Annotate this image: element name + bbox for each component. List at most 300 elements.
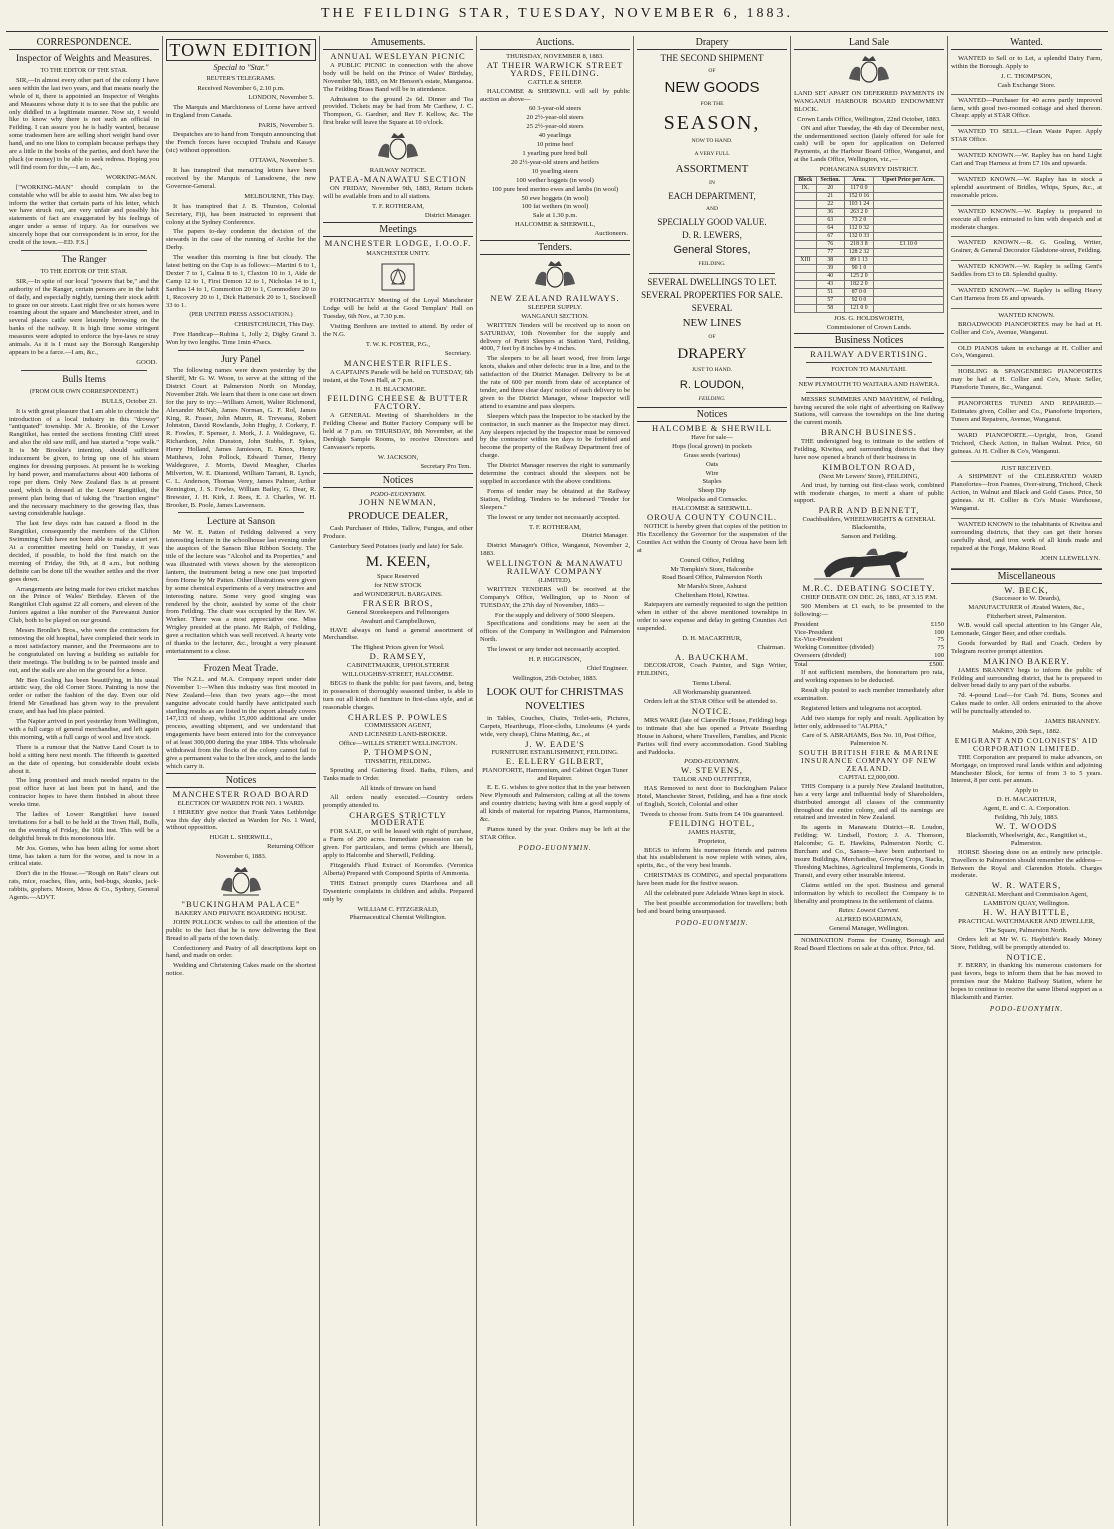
classified-ad bbox=[951, 126, 1102, 150]
table-cell: 218 3 8 bbox=[844, 241, 873, 249]
ad-body: HAVE always on hand a general assortment of Merchandise. bbox=[323, 626, 473, 642]
tender-body: The lowest or any tender not necessarily accepted. bbox=[487, 513, 620, 521]
ad-title: FRASER BROS, bbox=[362, 597, 434, 608]
column-auctions bbox=[477, 36, 634, 1526]
route: FOXTON TO MANUTAHI. bbox=[831, 365, 907, 373]
ad-body: MESSRS SUMMERS AND MAYHEW, of Feilding, having secured the sole right of advertising on Railway Stations, will canvass the townships on the line during the current month. bbox=[794, 395, 944, 427]
ad-banner: NEW GOODS bbox=[664, 79, 760, 96]
tender-title: NEW ZEALAND RAILWAYS. bbox=[490, 293, 620, 304]
table-row bbox=[795, 201, 944, 209]
ad-subtitle: TINSMITH, FEILDING. bbox=[364, 758, 432, 766]
prize-row bbox=[794, 621, 944, 629]
ad-title: WANTED KNOWN. bbox=[998, 311, 1055, 319]
classified-ad bbox=[951, 150, 1102, 174]
prize-row bbox=[794, 644, 944, 652]
ad-banner: JUST TO HAND. bbox=[691, 367, 733, 373]
tender-title: WELLINGTON & MANAWATU RAILWAY COMPANY bbox=[486, 558, 624, 577]
notice-body: F. BERRY, in thanking his numerous customers for past favors, begs to inform them that he has moved to premises near the Makino Railway Station, where he hopes to continue to receive the same liberal support as a Blacksmith and Farrier. bbox=[951, 962, 1102, 1002]
table-cell bbox=[874, 281, 944, 289]
ad-body: JAMES BRANNEY begs to inform the public of Feilding and surrounding district, that he is prepared to deliver bread daily to any part of the suburbs. bbox=[951, 666, 1102, 690]
list-item: Cheltenham Hotel, Kiwitea. bbox=[675, 592, 749, 600]
ad-body: in Tables, Couches, Chairs, Toilet-sets, Pictures, Carpets, Hearthrugs, Floor-cloths, Linoleums (4 yards wide, very cheap), China Matting, &c., at bbox=[480, 714, 630, 738]
signature: WORKING-MAN. bbox=[105, 173, 157, 181]
ad-mark: PODO-EUONYMIN. bbox=[684, 758, 740, 766]
table-cell bbox=[795, 217, 817, 225]
ad-body: E. E. G. wishes to give notice that in the year between New Plymouth and Palmerston, calling at all the towns and country districts; having with him a good supply of all kinds of material for repairing Pianos, Harmoniums, &c. bbox=[480, 784, 630, 823]
sections-table bbox=[794, 176, 944, 313]
petition-places-list bbox=[637, 557, 787, 601]
list-item: 10 yearling steers bbox=[531, 167, 579, 175]
table-cell: 36 bbox=[816, 209, 844, 217]
ad-body: Apply to bbox=[1014, 787, 1039, 795]
notice-title: NOTICE. bbox=[1006, 951, 1047, 962]
prize-cell: 75 bbox=[937, 636, 944, 644]
table-cell bbox=[874, 209, 944, 217]
ad-title: "BUCKINGHAM PALACE" bbox=[181, 899, 301, 910]
article-body: The following names were drawn yesterday by the Sheriff, Mr G. W. Woon, to serve at the sitting of the District Court at Palmerston North on Monday, November 26th. We learn that there is one case set down for the jury to try:—William Arnott, Walter Richmond, Alexander McNab, James Norman, G. F. Rol, James King, R. Fraser, John Munro, R. Treveana, Robert Johnston, David Rowlands, John Hughy, J. Corkery, F. R. Fowles, F. Spenser, J. Mork, J. J. Waldegrave, G. Richardson, John Dunston, John Stubbs, F. Sykes, Henry Holland, James Jamieson, E. Knox, Henry Matthews, John Pollock, Edward Turner, Henry Waldegrave, J. Morris, David Meagher, Charles Milverton, W. E. Diamond, William Tarrant, R. Lynch, C. L. Anderson, Thomas Verey, James Palmer, Arthur Remington, J. S. Fowles, William Bailey, G. Dear, R. Brewster, J. H. Kirk, J. Rees, E. J. Charles, W. H. Brooker, B. Poole, James Lawrenson. bbox=[166, 367, 316, 509]
article-title: The Ranger bbox=[61, 254, 107, 265]
ad-subtitle: General Storekeepers and Fellmongers bbox=[346, 608, 450, 616]
column-header: Auctions. bbox=[480, 36, 630, 50]
ad-title: W. STEVENS, bbox=[681, 765, 743, 776]
ad-subtitle: COMMISSION AGENT, bbox=[364, 722, 432, 730]
section-header: Notices bbox=[166, 773, 316, 788]
tender-body: Specifications and conditions may be seen at the offices of the Company in Wellington and Palmerston North. bbox=[480, 620, 630, 644]
notice-subtitle: ELECTION OF WARDEN FOR NO. 1 WARD. bbox=[177, 799, 305, 807]
ad-banner: D. R. LEWERS, bbox=[682, 230, 742, 240]
classified-ad bbox=[951, 285, 1102, 309]
prize-cell: Working Committee (divided) bbox=[794, 644, 874, 652]
table-row bbox=[795, 185, 944, 193]
byline: REUTER'S TELEGRAMS. bbox=[206, 75, 276, 82]
prize-cell: £150 bbox=[930, 620, 944, 628]
article-body: It is with great pleasure that I am able to chronicle the introduction of a local industry in this "drowsy" "antiquated" township. Mr A. Brookie, of the Lower Rangitikei, has rented the sections fronting Cliff street and also the old saw mill, and has started a "rope walk." It is Mr Brookie's intention, should sufficient inducement be given, to bring up one of his steam engines for dressing purposes. At present he is working by hand power, and manufactures about 400 fathoms of rope per diem. Only New Zealand flax is at present used, which is dressed at the Lower Rangitikei, the present plan being that of taking the "traction engine" and the necessary machinery to the growing flax, thus saving considerable haulage. bbox=[9, 407, 159, 518]
ad-title: RAILWAY ADVERTISING. bbox=[810, 348, 928, 359]
sale-items-list bbox=[637, 443, 787, 504]
table-cell: 77 bbox=[816, 249, 844, 257]
table-row bbox=[795, 217, 944, 225]
tender-body: The District Manager reserves the right to summarily determine the contract should the sleepers not be supplied in accordance with the above conditions. bbox=[480, 462, 630, 485]
ad-body: THE undersigned beg to intimate to the settlers of Feilding, Kiwitea, and surrounding districts that they have now opened a branch of their business in bbox=[794, 438, 944, 461]
ad-body: Claims settled on the spot. Business and general information by which to recollect the Company is to liberality and promptness in the settlement of claims. bbox=[794, 881, 944, 905]
ad-title: JUST RECEIVED. bbox=[1001, 464, 1052, 472]
ad-subtitle: PRACTICAL WATCHMAKER AND JEWELLER, bbox=[958, 917, 1095, 925]
prize-cell: 100 bbox=[934, 652, 944, 660]
table-header-row bbox=[795, 177, 944, 185]
ad-subtitle: Proprietor, bbox=[697, 837, 727, 845]
notice-body: I HEREBY give notice that Frank Yates Lethbridge was this day duly elected as Warden for No. 1 Ward, without opposition. bbox=[166, 808, 316, 832]
table-cell: 39 bbox=[816, 265, 844, 273]
ad-body: WANTED TO SELL.—Clean Waste Paper. Apply STAR Office. bbox=[951, 128, 1102, 144]
ad-address: Care of S. ABRAHAMS, Box No. 10, Post Office, Palmerston N. bbox=[802, 732, 936, 748]
table-cell bbox=[795, 249, 817, 257]
table-cell: 90 1 0 bbox=[844, 265, 873, 273]
table-cell bbox=[874, 265, 944, 273]
table-cell: 51 bbox=[816, 289, 844, 297]
tender-body: The sleepers to be all heart wood, free from large knots, shakes and other defects: true in a line, and to the satisfaction of the District Manager. Delivery to be at the rate of 600 per month from date of acceptance of tender, and three clear days' notice of each delivery to be given to the District Manager, whose Inspector will attend to examine and pass sleepers. bbox=[480, 355, 630, 410]
ad-banner: AND bbox=[705, 206, 719, 212]
table-cell bbox=[795, 289, 817, 297]
ad-body: BROADWOOD PIANOFORTES may be had at H. Collier and Co's, Avenue, Wanganui. bbox=[951, 320, 1102, 336]
ad-subtitle: (Next Mr Lewers' Store), FEILDING, bbox=[818, 472, 920, 480]
table-cell: 58 bbox=[816, 305, 844, 313]
table-cell: 132 0 33 bbox=[844, 233, 873, 241]
notice-title: MANCHESTER LODGE, I.O.O.F. bbox=[324, 237, 472, 248]
column-footer: PODO-EUONYMIN. bbox=[518, 844, 592, 853]
column-header: Drapery bbox=[637, 36, 787, 50]
classified-ad bbox=[951, 462, 1102, 519]
column-header: Amusements. bbox=[323, 36, 473, 50]
ad-banner: OF bbox=[708, 334, 716, 340]
signature-role: Pharmaceutical Chemist Wellington. bbox=[349, 914, 447, 922]
route: NEW PLYMOUTH TO WAITARA AND HAWERA. bbox=[798, 380, 940, 388]
ad-body: JOHN POLLOCK wishes to call the attention of the public to the fact that he is now delivering the Best Bread to all parts of the town daily. bbox=[166, 918, 316, 942]
article-title: Inspector of Weights and Measures. bbox=[16, 54, 152, 64]
prize-row bbox=[794, 652, 944, 660]
ad-title: HALCOMBE & SHERWILL bbox=[651, 423, 773, 433]
ad-body: Cash Purchaser of Hides, Tallow, Fungus, and other Produce. bbox=[323, 525, 473, 541]
ad-body: DECORATOR, Coach Painter, and Sign Writer, FEILDING, bbox=[637, 662, 787, 678]
ad-body: Confectionery and Pastry of all descriptions kept on hand, and made on order. bbox=[166, 944, 316, 960]
ad-subtitle: MANUFACTURER of Ærated Waters, &c., bbox=[968, 604, 1085, 612]
ad-title: W. BECK, bbox=[1004, 584, 1049, 595]
survey-district: POHANGINA SURVEY DISTRICT. bbox=[819, 166, 919, 174]
ad-subtitle: BAKERY AND PRIVATE BOARDING HOUSE. bbox=[175, 909, 307, 917]
signature: J. C. THOMPSON, bbox=[1000, 72, 1053, 80]
column-amusements bbox=[320, 36, 477, 1526]
table-cell bbox=[795, 265, 817, 273]
notice-subtitle: PATEA-MANAWATU SECTION bbox=[329, 174, 467, 185]
ad-body: Tweeds to choose from. Suits from £4 10s guaranteed. bbox=[640, 810, 784, 818]
signature: T. W. K. FOSTER, P.G., bbox=[365, 340, 431, 348]
ad-banner: R. LOUDON, bbox=[679, 379, 745, 391]
ad-body: A SHIPMENT of the CELEBRATED WARD Pianofortes—Iron Frames, Over-strung, Trichord, Check Action, in Walnut and Black and Gold Cases. Price, 50 guineas. At H. Collier & Co's Music Warehouse, Wanganui. bbox=[951, 473, 1102, 513]
ad-banner: EACH DEPARTMENT, bbox=[668, 191, 756, 201]
table-cell bbox=[795, 305, 817, 313]
table-cell bbox=[795, 225, 817, 233]
table-row bbox=[795, 297, 944, 305]
ad-body: All the celebrated pure Adelaide Wines kept in stock. bbox=[644, 890, 785, 898]
divider bbox=[178, 350, 304, 351]
prize-cell: President bbox=[794, 620, 819, 628]
ad-body: Result slip posted to each member immediately after examination. bbox=[794, 686, 944, 702]
article-body: The ladies of Lower Rangitikei have issued invitations for a ball to be held at the Town Hall, Bulls, on the evening of Friday, the 16th inst. This will be a delightful break in this monotonous life. bbox=[9, 811, 159, 842]
ad-body: THIS Company is a purely New Zealand Institution, has a very large and influential body of Shareholders, distributed amongst all classes of the community throughout the entire colony, and all its earnings are retained and invested in New Zealand. bbox=[794, 782, 944, 822]
list-item: 100 wether hoggets (in wool) bbox=[516, 176, 594, 184]
article-body: SIR,—In spite of our local "powers that be," and the authority of the Ranger, certain persons are in the habit of daily, and especially nightly, turning their stock adrift to graze on our streets. Last night five or six horses were roaming about the square and Manchester street, and in several places cattle were leisurely browsing on the banks of the railway. It is high time some stringent measures were adopted to enforce the bye-laws re stray animals. As it is I must say the Borough Rangership appears to be a farce.—I am, &c., bbox=[9, 277, 159, 356]
tender-body: Sleepers which pass the Inspector to be stacked by the contractor, in such manner as the Inspector may direct. Any sleepers rejected by the Inspector must be removed by the contractor within ten days to be forfeited and become the property of the Railway Department free of charge. bbox=[480, 412, 631, 460]
masthead: THE FEILDING STAR, TUESDAY, NOVEMBER 6, 1883. bbox=[321, 6, 793, 21]
list-item: Council Office, Feilding bbox=[679, 556, 745, 564]
town-edition-title: TOWN EDITION bbox=[166, 39, 316, 61]
table-cell: 20 bbox=[816, 185, 844, 193]
list-item: Staples bbox=[702, 478, 722, 486]
table-cell bbox=[874, 257, 944, 265]
ad-body: WANTED KNOWN.—W. Rapley is selling Heavy Cart Harness from £6 and upwards. bbox=[951, 287, 1102, 302]
tender-date: Wellington, 25th October, 1883. bbox=[512, 674, 598, 682]
signature-role: District Manager. bbox=[581, 532, 628, 540]
ad-body: FOR SALE, or will be leased with right of purchase, a Farm of 200 acres. Immediate possession can be given. For particulars, and terms (which are liberal), apply to Halcombe and Sherwill, Feilding. bbox=[323, 828, 473, 860]
royal-crest-icon bbox=[374, 130, 422, 164]
signature-role: Agent, E. and C. A. Corporation. bbox=[983, 805, 1070, 813]
table-cell bbox=[874, 273, 944, 281]
ad-body: and WONDERFUL BARGAINS. bbox=[353, 590, 443, 598]
ad-body: 500 Members at £1 each, to be presented to the following:— bbox=[794, 602, 944, 618]
ad-body: All kinds of tinware on hand bbox=[360, 784, 436, 792]
divider bbox=[21, 250, 147, 251]
notice-body: A GENERAL Meeting of Shareholders in the Feilding Cheese and Butter Factory Company will be held at 7 p.m. on THURSDAY, 8th November, at the Denbigh Sample Rooms, to receive Directors and Canvasser's reports. bbox=[323, 412, 473, 451]
divider bbox=[178, 659, 304, 660]
prize-row bbox=[794, 636, 944, 644]
notice-body: Visiting Brethren are invited to attend. By order of the N.G. bbox=[323, 323, 473, 339]
list-item: 20 2½-year-old steers bbox=[526, 114, 584, 122]
list-item: 20 2½-year-old steers and heifers bbox=[511, 158, 599, 166]
classified-ad bbox=[951, 519, 1102, 569]
ad-body: All orders neatly executed.—Country orders promptly attended to. bbox=[323, 793, 473, 809]
ad-title: SOUTH BRITISH FIRE & MARINE INSURANCE COMPANY OF NEW ZEALAND. bbox=[798, 748, 940, 774]
notice-title: NOTICE. bbox=[691, 706, 733, 716]
signature-role: Secretary Pro Tem. bbox=[420, 462, 471, 470]
table-cell bbox=[874, 305, 944, 313]
table-cell: 128 2 32 bbox=[844, 249, 873, 257]
signature: GOOD. bbox=[136, 358, 157, 366]
ad-subtitle: The Square, Palmerston North. bbox=[985, 926, 1068, 934]
ad-body: Orders left at Mr W. G. Haybittle's Ready Money Store, Feilding, will be promptly attended to. bbox=[951, 935, 1102, 951]
signature-role: General Manager, Wellington. bbox=[829, 925, 909, 933]
article-body: Arrangements are being made for two cricket matches on the Prince of Wales' Birthday. Eleven of the Rangitikei Club against 22 all comers, and eleven of the Juniors against a like number of the Parewanui Junior Club, both to be played on our ground. bbox=[9, 585, 159, 625]
classified-ad bbox=[951, 343, 1102, 367]
signature: H. P. HIGGINSON, bbox=[528, 656, 582, 664]
ad-title: FEILDING HOTEL, bbox=[668, 817, 756, 828]
signature: JOHN LLEWELLYN. bbox=[1040, 554, 1100, 562]
ad-subtitle: CHIEF DEBATE ON DEC. 26, 1883, AT 3.15 P.M. bbox=[800, 593, 938, 601]
ad-subtitle: FURNITURE ESTABLISHMENT, FEILDING. bbox=[491, 749, 619, 757]
signature-role: Chief Engineer. bbox=[586, 665, 628, 672]
list-item: Sheep Dip bbox=[698, 487, 726, 495]
list-item: 40 yearlings bbox=[538, 132, 572, 140]
ad-title: H. W. HAYBITTLE, bbox=[983, 907, 1070, 918]
ad-body: THIS Extract promptly cures Diarrhoea and all Dysenteric complaints in children and adults. Prepared only by bbox=[323, 879, 473, 903]
ad-body: Wedding and Christening Cakes made on the shortest notice. bbox=[166, 962, 316, 978]
column-header: Land Sale bbox=[794, 36, 944, 50]
ad-subtitle: Awahuri and Campbelltown, bbox=[360, 617, 436, 625]
signature: ALFRED BOARDMAN, bbox=[835, 916, 903, 924]
ad-banner: General Stores, bbox=[673, 244, 751, 256]
divider bbox=[806, 362, 932, 363]
ad-body: Pianos tuned by the year. Orders may be left at the STAR Office. bbox=[480, 825, 630, 841]
divider bbox=[178, 512, 304, 513]
list-item: 100 pure bred merino ewes and lambs (in wool) bbox=[491, 185, 619, 193]
ad-body: WANTED—Purchaser for 40 acres partly improved farm, with good two-roomed cottage and shed thereon. Cheap: apply at STAR Office. bbox=[951, 96, 1102, 120]
article-body: The long promised and much needed repairs to the post office have at last been put in hand, and the contractor hopes to have them finished in about three weeks time. bbox=[9, 777, 159, 809]
table-row bbox=[795, 193, 944, 201]
ad-body: for NEW STOCK bbox=[374, 581, 422, 589]
ad-title: CHARLES P. POWLES bbox=[348, 711, 448, 722]
ad-body: Space Reserved bbox=[377, 573, 419, 581]
ad-body: All Workmanship guaranteed. bbox=[672, 689, 752, 697]
signature: HALCOMBE & SHERWILL, bbox=[514, 221, 596, 229]
ad-body: Add two stamps for reply and result. Application by letter only, addressed to "ALPHA," bbox=[794, 714, 944, 730]
divider bbox=[21, 370, 147, 371]
table-row bbox=[795, 265, 944, 273]
table-cell: 64 bbox=[816, 225, 844, 233]
table-cell: 92 0 0 bbox=[844, 297, 873, 305]
ad-body: WANTED KNOWN.—W. Rapley is selling Gent's Saddles from £3 to £8. Splendid quality. bbox=[951, 263, 1102, 279]
table-cell bbox=[874, 297, 944, 305]
classified-ad bbox=[951, 95, 1102, 127]
ad-subtitle: Sanson and Feilding. bbox=[841, 533, 897, 541]
prize-cell: £500. bbox=[929, 661, 944, 669]
signature-role: District Manager. bbox=[424, 211, 471, 219]
ad-banner: NEW LINES bbox=[682, 317, 742, 329]
classified-ad bbox=[951, 237, 1102, 261]
ad-body: Spouting and Guttering fixed. Baths, Filters, and Tanks made to Order. bbox=[323, 767, 473, 782]
notice-title: OROUA COUNTY COUNCIL. bbox=[646, 512, 777, 523]
ad-subtitle: GENERAL Merchant and Commission Agent, bbox=[965, 891, 1088, 899]
article-title: Bulls Items bbox=[62, 374, 106, 385]
ad-date: Feilding, 7th July, 1883. bbox=[994, 814, 1059, 822]
table-cell: 87 0 0 bbox=[844, 289, 873, 297]
ad-banner: IN bbox=[709, 180, 715, 186]
notice-body: Ratepayers are earnestly requested to sign the petition when in either of the above mentioned townships in order to save expense and delay in getting Counties Act suspended. bbox=[637, 601, 787, 632]
tender-body: The lowest or any tender not necessarily accepted. bbox=[487, 646, 620, 654]
editor-note: ["WORKING-MAN" should complain to the constable who will be able to assist him. We also beg to inform the writer that certain parts of his letter, which we have struck out, are very unfair and possibly his statements of fact are exaggerated by his feelings of anger under a sense of injury. As for ourselves we sincerely hope that our correspondent is in error, for the credit of the town.—ED. F.S.] bbox=[9, 183, 159, 247]
section-header: Tenders. bbox=[480, 240, 630, 255]
ad-title: A. BAUCKHAM. bbox=[674, 651, 750, 662]
lodge-emblem-icon bbox=[374, 260, 422, 294]
article-body: Messrs Bronlie's Bros., who were the contractors for removing the old hospital, have completed their work in a most satisfactory manner, and the Freemasons are to be congratulated on having a building so suitable for their meetings. The building is to be painted inside and out, and the stalls are also on the ground for a fence. bbox=[9, 627, 159, 674]
ad-title: W. T. WOODS bbox=[995, 820, 1058, 831]
ad-subtitle: Coachbuilders, WHEELWRIGHTS & GENERAL Blacksmiths, bbox=[802, 516, 936, 532]
divider bbox=[649, 273, 775, 274]
signature: D. H. MACARTHUR, bbox=[682, 634, 742, 642]
dateline: TO THE EDITOR OF THE STAR. bbox=[40, 267, 128, 275]
masthead-rule bbox=[6, 31, 1108, 32]
notice-body: FORTNIGHTLY Meeting of the Loyal Manchester Lodge will be held at the Good Templars' Hall on Tuesday, 6th Nov., at 7.30 p.m. bbox=[323, 297, 473, 321]
ad-subtitle: PIANOFORTE, Harmonium, and Cabinet Organ Tuner and Repairer. bbox=[482, 767, 628, 783]
notice-title: MANCHESTER RIFLES. bbox=[343, 357, 453, 368]
signature: JAMES BRANNEY. bbox=[1044, 718, 1100, 726]
notice-title: LAND SET APART ON DEFERRED PAYMENTS IN WANGANUI HARBOUR BOARD ENDOWMENT BLOCK. bbox=[794, 90, 944, 113]
table-cell bbox=[874, 217, 944, 225]
section-header: Business Notices bbox=[794, 333, 944, 348]
column-land-sale bbox=[791, 36, 948, 1526]
article-body: There is a rumour that the Native Land Court is to hold a sitting here next month. The fifteenth is gazetted as the date of opening, but considerable doubt exists about it. bbox=[9, 743, 159, 775]
ad-body: Orders left at the STAR Office will be attended to. bbox=[644, 698, 778, 706]
notice-body: ON and after Tuesday, the 4th day of December next, the undermentioned section (lately offered for sale for cash) will be open for application on Deferred Payments, at the Harbour Board Office, Wanganui, and at the Lands Office, Wellington, viz.,— bbox=[794, 124, 944, 164]
table-cell bbox=[874, 249, 944, 257]
ad-title: J. W. EADE'S bbox=[525, 738, 585, 749]
dateline: LONDON, November 5. bbox=[248, 93, 314, 101]
table-row bbox=[795, 209, 944, 217]
table-cell: 263 2 0 bbox=[844, 209, 873, 217]
ad-body: Fitzgerald's Fluid Extract of Koromiko. (Veronica Alberta) Prepared with Compound Spirits of Ammonia. bbox=[323, 861, 473, 877]
section-header: Notices bbox=[637, 407, 787, 422]
ad-body: HAS Removed to next door to Buckingham Palace Hotel, Manchester Street, Feilding, and has a fine stock of English, Scotch, Colonial and other bbox=[637, 785, 787, 808]
article-body: It has transpired that J. B. Thurston, Colonial Secretary, Fiji, has been instructed to represent that colony at the Sydney Conference. bbox=[166, 202, 316, 226]
ad-subtitle: JAMES HASTIE, bbox=[688, 828, 736, 836]
dateline: MELBOURNE, This Day. bbox=[244, 192, 314, 200]
signature-role: Returning Officer bbox=[267, 843, 314, 851]
list-item: Woolpacks and Cornsacks. bbox=[676, 496, 748, 504]
ad-body: PIANOFORTES TUNED AND REPAIRED.—Estimates given, Collier and Co., Pianoforte Importers, Tuners and Repairers, Avenue, Wanganui. bbox=[951, 400, 1102, 423]
column-town-edition bbox=[163, 36, 320, 1526]
notice-body: NOTICE is hereby given that copies of the petition to His Excellency the Governor for the suspension of the Counties Act within the County of Oroua have been left at bbox=[637, 522, 787, 554]
ad-title: MAKINO BAKERY. bbox=[983, 655, 1070, 666]
signature: D. H. MACARTHUR, bbox=[996, 796, 1057, 804]
ad-body: Registered letters and telegrams not accepted. bbox=[801, 704, 922, 712]
table-cell bbox=[874, 289, 944, 297]
ad-banner: SPECIALLY GOOD VALUE. bbox=[657, 217, 767, 227]
list-item: Hops (local grown) in pockets bbox=[672, 442, 752, 450]
ad-body: WANTED KNOWN.—W. Rapley is prepared to execute all orders entrusted to him with despatch and at moderate charges. bbox=[951, 207, 1102, 231]
table-header-cell: Upset Price per Acre. bbox=[874, 177, 944, 185]
tender-body: District Manager's Office, Wanganui, November 2, 1883. bbox=[480, 542, 630, 558]
table-cell bbox=[874, 193, 944, 201]
list-item: Grass seeds (various) bbox=[683, 451, 741, 459]
list-item: Oats bbox=[705, 460, 719, 468]
article-body: The papers to-day condemn the decision of the stewards in the case of the running of Archie for the Derby. bbox=[166, 228, 316, 252]
classified-ad bbox=[951, 398, 1102, 430]
royal-crest-icon bbox=[845, 53, 893, 87]
article-body: Mr Jos. Gomes, who has been ailing for some short time, has taken a turn for the worse, and is now in a critical state. bbox=[9, 844, 159, 868]
table-row bbox=[795, 281, 944, 289]
table-row bbox=[795, 305, 944, 313]
ad-body: WANTED to Sell or to Let, a splendid Dairy Farm, within the Borough. Apply to bbox=[951, 55, 1102, 70]
ad-subtitle: WILLOUGHBY-STREET, HALCOMBE. bbox=[342, 671, 454, 679]
table-cell: 89 1 13 bbox=[844, 257, 873, 265]
classified-ad bbox=[951, 309, 1102, 343]
signature: W. JACKSON, bbox=[377, 453, 419, 461]
column-correspondence bbox=[6, 36, 163, 1526]
column-header: CORRESPONDENCE. bbox=[9, 36, 159, 50]
column-wanted bbox=[948, 36, 1105, 1526]
auction-body: HALCOMBE & SHERWILL will sell by public auction as above— bbox=[480, 87, 630, 103]
signature-role: Secretary. bbox=[444, 349, 471, 357]
ad-body: Its agents in Manawatu District—R. Loudon, Feilding; W. Lindsell, Foxton; J. A. Thomson, Halcombe; G. E. Hawkins, Palmerston North; C. Burcham and Co., Sanson—have been authorised to insure Buildings, Merchandise, Growing Crops, Stacks, Threshing Machines, Agricultural Implements, Goods in Transit, and every other insurable interest. bbox=[794, 824, 944, 879]
divider bbox=[806, 392, 932, 393]
ad-body: And trust, by turning out first-class work, combined with moderate charges, to merit a share of public support. bbox=[794, 481, 944, 505]
list-item: 25 2½-year-old steers bbox=[526, 123, 584, 131]
prize-cell: Total bbox=[794, 661, 808, 669]
ad-body: CHRISTMAS IS COMING, and special preparations have been made for the festive season. bbox=[637, 872, 787, 888]
ad-banner: FEILDING. bbox=[698, 261, 726, 267]
byline: (PER UNITED PRESS ASSOCIATION.) bbox=[189, 311, 293, 319]
auction-date: THURSDAY, NOVEMBER 8, 1883. bbox=[506, 53, 604, 60]
ad-title: M.R.C. DEBATING SOCIETY. bbox=[802, 583, 936, 593]
notice-body: MRS WARE (late of Clareville House, Feilding) begs to intimate that she has opened a Private Boarding House in Ashurst, where Travellers, Families, and Picnic Parties will find every accommodation. Good Stabling and Paddocks. bbox=[637, 716, 787, 756]
ad-body: Goods forwarded by Rail and Coach. Orders by Telegram receive prompt attention. bbox=[951, 639, 1102, 655]
table-row bbox=[795, 273, 944, 281]
ad-subtitle: Fitzherbert street, Palmerston. bbox=[986, 613, 1067, 621]
signature: WILLIAM C. FITZGERALD, bbox=[357, 905, 439, 913]
table-header-cell: Section. bbox=[816, 177, 844, 185]
newspaper-page bbox=[6, 36, 1108, 1526]
dateline: Received November 6, 2.10 p.m. bbox=[197, 84, 285, 92]
ad-title: EMIGRANT AND COLONISTS' AID CORPORATION LIMITED. bbox=[954, 735, 1099, 753]
table-cell bbox=[874, 201, 944, 209]
tender-subtitle: WANGANUI SECTION. bbox=[521, 312, 589, 320]
ad-banner: FEILDING. bbox=[698, 396, 726, 402]
table-cell bbox=[795, 273, 817, 281]
article-body: Mr W. E. Patten of Feilding delivered a very interesting lecture in the schoolhouse last evening under the auspices of the Sanson Blue Ribbon Society. The title of the lecture was "Alcohol and its Properties," and was illustrated with views shown by the stereopticon lantern, the instrument being a new one just imported from Home by Mr Patten. Other illustrations were given by some chemical experiments of a very instructive and interesting nature. Some very good singing was rendered by the choir, assisted by some of the choir from Feilding. The chair was occupied by the Rev. W. Worker. There was a most appreciative one. Miss Wrigley presided at the piano. Mr Ralph, of Feilding, gave a recitation which was well received. A hearty vote of thanks to the lecturer, &c., brought a very pleasant entertainment to a close. bbox=[166, 529, 316, 655]
ad-title: ANNUAL WESLEYAN PICNIC bbox=[330, 51, 466, 61]
ad-body: The Highest Prices given for Wool. bbox=[351, 644, 445, 652]
tender-subtitle: (LIMITED). bbox=[538, 576, 572, 584]
column-footer: PODO-EUONYMIN. bbox=[675, 918, 749, 927]
ad-subtitle: TAILOR AND OUTFITTER, bbox=[672, 776, 752, 784]
notice-title: MANCHESTER ROAD BOARD bbox=[172, 788, 310, 799]
